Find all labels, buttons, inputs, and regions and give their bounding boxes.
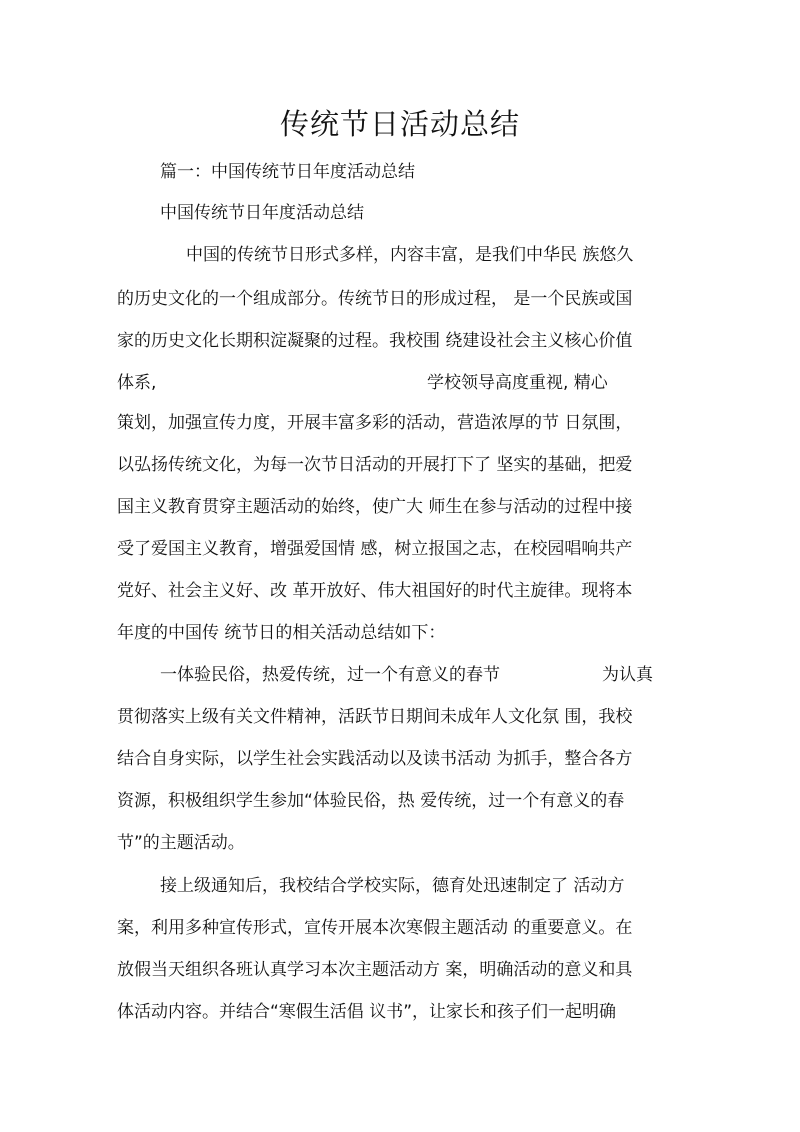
- paragraph-line: 国主义教育贯穿主题活动的始终，使广大 师生在参与活动的过程中接: [117, 497, 633, 517]
- sub-heading: 中国传统节日年度活动总结: [160, 203, 364, 223]
- section-heading: 篇一：中国传统节日年度活动总结: [160, 162, 415, 182]
- paragraph-line: 为认真: [602, 665, 653, 685]
- paragraph-line: 资源，积极组织学生参加“体验民俗，热 爱传统，过一个有意义的春: [117, 791, 625, 811]
- paragraph-line: 的历史文化的一个组成部分。传统节日的形成过程， 是一个民族或国: [117, 289, 633, 309]
- paragraph-line: 结合自身实际，以学生社会实践活动以及读书活动 为抓手，整合各方: [117, 749, 633, 769]
- paragraph-line: 放假当天组织各班认真学习本次主题活动方 案，明确活动的意义和具: [117, 960, 633, 980]
- paragraph-line: 节”的主题活动。: [117, 833, 245, 853]
- paragraph-line: 学校领导高度重视, 精心: [427, 373, 608, 393]
- paragraph-line: 党好、社会主义好、改 革开放好、伟大祖国好的时代主旋律。现将本: [117, 581, 633, 601]
- paragraph-line: 家的历史文化长期积淀凝聚的过程。我校围 绕建设社会主义核心价值: [117, 331, 633, 351]
- paragraph-line: 贯彻落实上级有关文件精神，活跃节日期间未成年人文化氛 围，我校: [117, 707, 633, 727]
- paragraph-line: 接上级通知后，我校结合学校实际，德育处迅速制定了 活动方: [160, 876, 625, 896]
- paragraph-line: 体系,: [117, 373, 157, 393]
- paragraph-line: 一体验民俗，热爱传统，过一个有意义的春节: [160, 665, 500, 685]
- paragraph-line: 受了爱国主义教育，增强爱国情 感，树立报国之志，在校园唱响共产: [117, 539, 633, 559]
- paragraph-line: 中国的传统节日形式多样，内容丰富，是我们中华民 族悠久: [186, 245, 634, 265]
- paragraph-line: 年度的中国传 统节日的相关活动总结如下：: [117, 623, 446, 643]
- paragraph-line: 体活动内容。并结合“寒假生活倡 议书”，让家长和孩子们一起明确: [117, 1002, 617, 1022]
- paragraph-line: 案，利用多种宣传形式，宣传开展本次寒假主题活动 的重要意义。在: [117, 918, 633, 938]
- document-title: 传统节日活动总结: [279, 107, 520, 141]
- paragraph-line: 以弘扬传统文化，为每一次节日活动的开展打下了 坚实的基础，把爱: [117, 455, 633, 475]
- paragraph-line: 策划，加强宣传力度，开展丰富多彩的活动，营造浓厚的节 日氛围，: [117, 413, 633, 433]
